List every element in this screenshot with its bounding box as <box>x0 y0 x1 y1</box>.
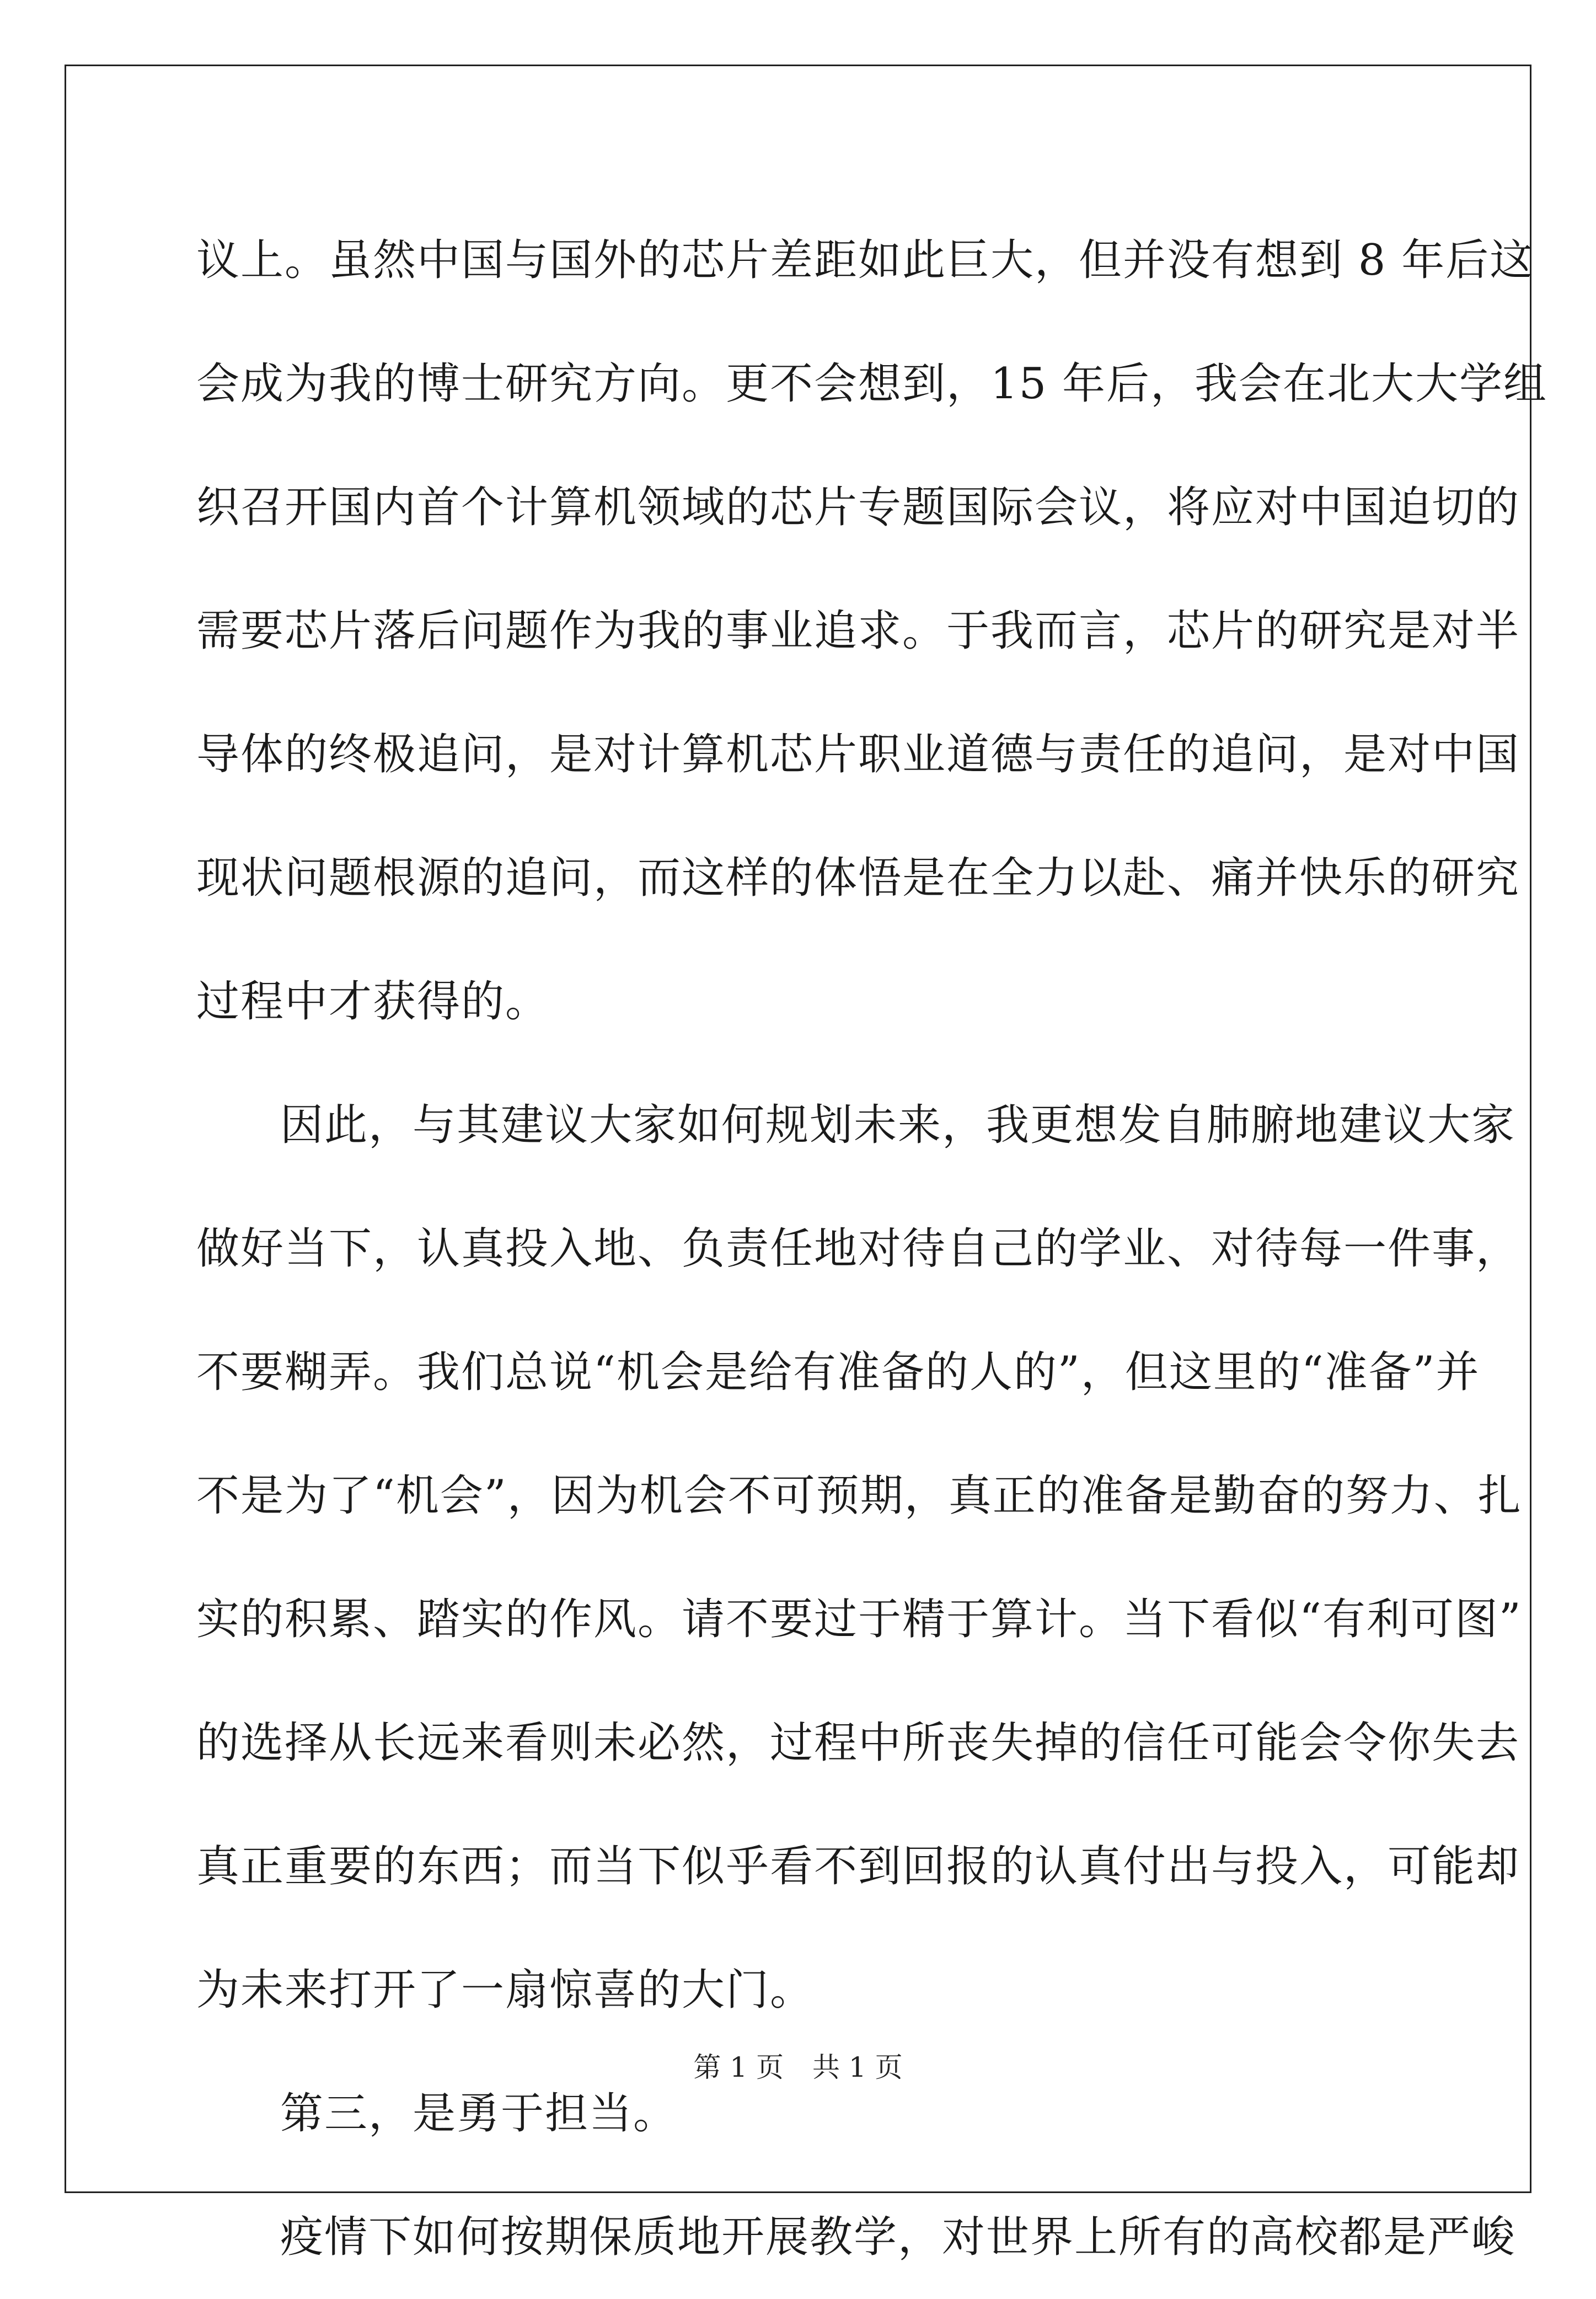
text-line: 导体的终极追问，是对计算机芯片职业道德与责任的追问，是对中国 <box>196 730 1520 779</box>
text-line: 织召开国内首个计算机领域的芯片专题国际会议，将应对中国迫切的 <box>196 483 1520 532</box>
text-line: 真正重要的东西；而当下似乎看不到回报的认真付出与投入，可能却 <box>196 1842 1520 1891</box>
text-line: 过程中才获得的。 <box>196 977 550 1026</box>
text-line: 为未来打开了一扇惊喜的大门。 <box>196 1965 815 2015</box>
text-line: 的选择从长远来看则未必然，过程中所丧失掉的信任可能会令你失去 <box>196 1718 1520 1768</box>
page-total: 共 1 页 <box>812 2051 903 2083</box>
page-footer <box>0 2051 1596 2084</box>
page-number: 第 1 页 <box>693 2051 784 2083</box>
text-line: 不要糊弄。我们总说“机会是给有准备的人的”，但这里的“准备”并 <box>196 1348 1480 1397</box>
text-line: 议上。虽然中国与国外的芯片差距如此巨大，但并没有想到 8 年后这 <box>196 236 1534 285</box>
document-body <box>196 199 1548 2299</box>
text-line: 做好当下，认真投入地、负责任地对待自己的学业、对待每一件事， <box>196 1224 1520 1274</box>
text-line: 会成为我的博士研究方向。更不会想到，15 年后，我会在北大大学组 <box>196 359 1548 409</box>
text-line: 需要芯片落后问题作为我的事业追求。于我而言，芯片的研究是对半 <box>196 606 1520 656</box>
text-line: 第三，是勇于担当。 <box>280 2089 678 2138</box>
text-line: 疫情下如何按期保质地开展教学，对世界上所有的高校都是严峻 <box>280 2212 1516 2262</box>
text-line: 不是为了“机会”，因为机会不可预期，真正的准备是勤奋的努力、扎 <box>196 1471 1522 1521</box>
text-line: 实的积累、踏实的作风。请不要过于精于算计。当下看似“有利可图” <box>196 1595 1522 1644</box>
text-line: 因此，与其建议大家如何规划未来，我更想发自肺腑地建议大家 <box>280 1100 1516 1150</box>
text-line: 现状问题根源的追问，而这样的体悟是在全力以赴、痛并快乐的研究 <box>196 853 1520 903</box>
